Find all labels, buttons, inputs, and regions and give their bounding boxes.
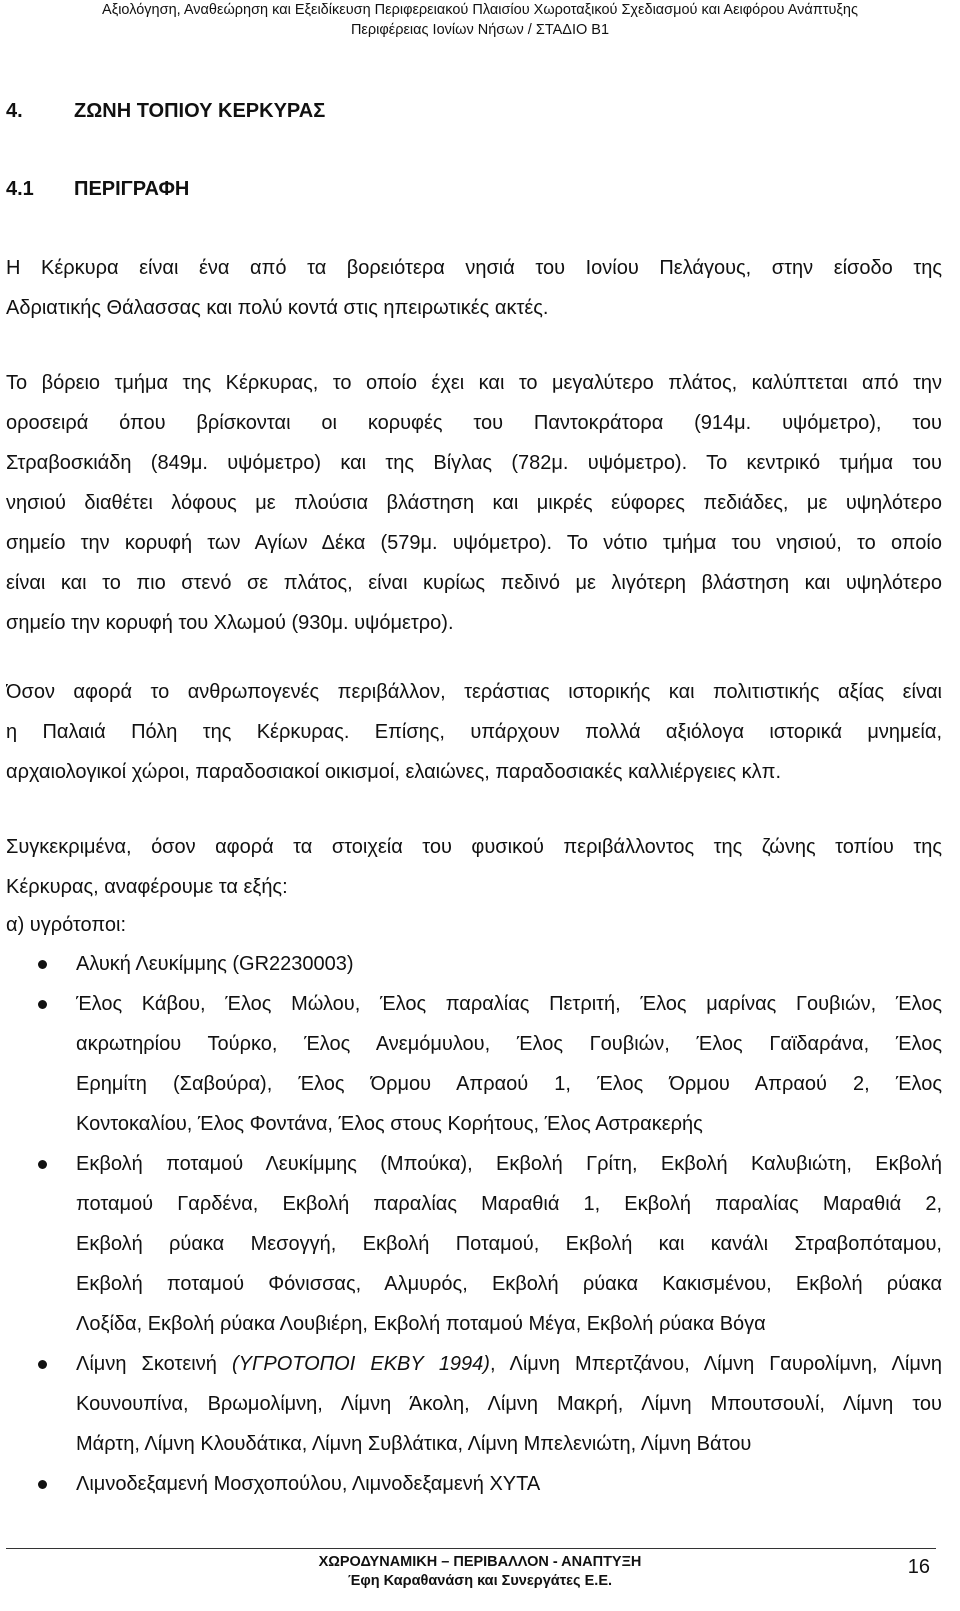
list-item-line (76, 1344, 942, 1384)
footer-line-2: Έφη Καραθανάση και Συνεργάτες Ε.Ε. (347, 1573, 613, 1589)
list-item (0, 1464, 942, 1504)
section-heading (6, 98, 325, 124)
paragraph-3 (6, 672, 942, 792)
paragraph-line: οροσειρά όπου βρίσκονται οι κορυφές του Παντοκράτορα (914μ. υψόμετρο), του (6, 412, 942, 434)
paragraph-line: Στραβοσκιάδη (849μ. υψόμετρο) και της Βίγλας (782μ. υψόμετρο). Το κεντρικό τμήμα του (6, 452, 942, 474)
list-item-line: ποταμού Γαρδένα, Εκβολή παραλίας Μαραθιά 1, Εκβολή παραλίας Μαραθιά 2, (76, 1193, 942, 1215)
paragraph-line: Η Κέρκυρα είναι ένα από τα βορειότερα νησιά του Ιονίου Πελάγους, στην είσοδο της (6, 257, 942, 279)
header-line-2: Περιφέρειας Ιονίων Νήσων / ΣΤΑΔΙΟ Β1 (350, 22, 610, 38)
paragraph-line: Το βόρειο τμήμα της Κέρκυρας, το οποίο έχει και το μεγαλύτερο πλάτος, καλύπτεται από την (6, 372, 942, 394)
page-number: 16 (907, 1556, 930, 1578)
paragraph-line: νησιού διαθέτει λόφους με πλούσια βλάστηση και μικρές εύφορες πεδιάδες, με υψηλότερο (6, 492, 942, 514)
section-title: ΖΩΝΗ ΤΟΠΙΟΥ ΚΕΡΚΥΡΑΣ (74, 100, 326, 122)
list-item-line: Αλυκή Λευκίμμης (GR2230003) (76, 953, 354, 975)
list-item-text: , Λίμνη Μπερτζάνου, Λίμνη Γαυρολίμνη, Λίμνη (489, 1353, 942, 1375)
list-item-line: Ερημίτη (Σαβούρα), Έλος Όρμου Απραού 1, Έλος Όρμου Απραού 2, Έλος (76, 1073, 942, 1095)
paragraph-line: Κέρκυρας, αναφέρουμε τα εξής: (6, 876, 288, 898)
list-item-citation: (ΥΓΡΟΤΟΠΟΙ ΕΚΒΥ 1994) (231, 1353, 490, 1375)
list-item-line: Μάρτη, Λίμνη Κλουδάτικα, Λίμνη Συβλάτικα, Λίμνη Μπελενιώτη, Λίμνη Βάτου (76, 1433, 752, 1455)
list-item (0, 1144, 942, 1344)
footer-line-1: ΧΩΡΟΔΥΝΑΜΙΚΗ – ΠΕΡΙΒΑΛΛΟΝ - ΑΝΑΠΤΥΞΗ (318, 1554, 642, 1570)
bullet-icon (38, 1360, 47, 1369)
header-line-1: Αξιολόγηση, Αναθεώρηση και Εξειδίκευση Περιφερειακού Πλαισίου Χωροταξικού Σχεδιασμού και Αειφόρου Ανάπτυξης (102, 2, 858, 18)
bullet-icon (38, 1480, 47, 1489)
list-item-line: Εκβολή ποταμού Φόνισσας, Αλμυρός, Εκβολή ρύακα Κακισμένου, Εκβολή ρύακα (76, 1273, 942, 1295)
paragraph-line: αρχαιολογικοί χώροι, παραδοσιακοί οικισμοί, ελαιώνες, παραδοσιακές καλλιέργειες κλπ. (6, 761, 781, 783)
list-item-line: Εκβολή ρύακα Μεσογγή, Εκβολή Ποταμού, Εκβολή και κανάλι Στραβοπόταμου, (76, 1233, 942, 1255)
list-item-line: Λοξίδα, Εκβολή ρύακα Λουβιέρη, Εκβολή ποταμού Μέγα, Εκβολή ρύακα Βόγα (76, 1313, 766, 1335)
running-footer (0, 1553, 960, 1591)
list-item (0, 944, 942, 984)
list-item-line: Κοντοκαλίου, Έλος Φοντάνα, Έλος στους Κορήτους, Έλος Αστρακερής (76, 1113, 703, 1135)
subsection-heading (6, 176, 189, 202)
paragraph-2 (6, 363, 942, 643)
bullet-icon (38, 1000, 47, 1009)
paragraph-line: Αδριατικής Θάλασσας και πολύ κοντά στις ηπειρωτικές ακτές. (6, 297, 549, 319)
list-item-text: Λίμνη Σκοτεινή (76, 1353, 232, 1375)
list-item (0, 1344, 942, 1464)
footer-divider (6, 1548, 936, 1549)
paragraph-1 (6, 248, 942, 328)
subsection-title: ΠΕΡΙΓΡΑΦΗ (74, 178, 190, 200)
paragraph-line: Συγκεκριμένα, όσον αφορά τα στοιχεία του φυσικού περιβάλλοντος της ζώνης τοπίου της (6, 836, 942, 858)
paragraph-line: Όσον αφορά το ανθρωπογενές περιβάλλον, τεράστιας ιστορικής και πολιτιστικής αξίας είναι (6, 681, 942, 703)
list-intro: α) υγρότοποι: (6, 914, 127, 936)
paragraph-line: η Παλαιά Πόλη της Κέρκυρας. Επίσης, υπάρχουν πολλά αξιόλογα ιστορικά μνημεία, (6, 721, 942, 743)
list-item-line: Εκβολή ποταμού Λευκίμμης (Μπούκα), Εκβολή Γρίτη, Εκβολή Καλυβιώτη, Εκβολή (76, 1153, 942, 1175)
list-item-line: ακρωτηρίου Τούρκο, Έλος Ανεμόμυλου, Έλος Γουβιών, Έλος Γαϊδαράνα, Έλος (76, 1033, 942, 1055)
bullet-icon (38, 1160, 47, 1169)
section-number: 4. (6, 100, 23, 122)
paragraph-line: σημείο την κορυφή των Αγίων Δέκα (579μ. υψόμετρο). Το νότιο τμήμα του νησιού, το οποίο (6, 532, 942, 554)
subsection-number: 4.1 (6, 178, 34, 200)
bullet-icon (38, 960, 47, 969)
paragraph-line: σημείο την κορυφή του Χλωμού (930μ. υψόμετρο). (6, 612, 454, 634)
wetlands-list (0, 944, 942, 1504)
list-item (0, 984, 942, 1144)
paragraph-line: είναι και το πιο στενό σε πλάτος, είναι κυρίως πεδινό με λιγότερη βλάστηση και υψηλότερο (6, 572, 942, 594)
paragraph-4 (6, 827, 942, 907)
list-item-line: Έλος Κάβου, Έλος Μώλου, Έλος παραλίας Πετριτή, Έλος μαρίνας Γουβιών, Έλος (76, 993, 942, 1015)
list-item-line: Λιμνοδεξαμενή Μοσχοπούλου, Λιμνοδεξαμενή ΧΥΤΑ (76, 1473, 541, 1495)
list-item-line: Κουνουπίνα, Βρωμολίμνη, Λίμνη Άκολη, Λίμνη Μακρή, Λίμνη Μπουτσουλί, Λίμνη του (76, 1393, 942, 1415)
running-header (0, 0, 960, 40)
